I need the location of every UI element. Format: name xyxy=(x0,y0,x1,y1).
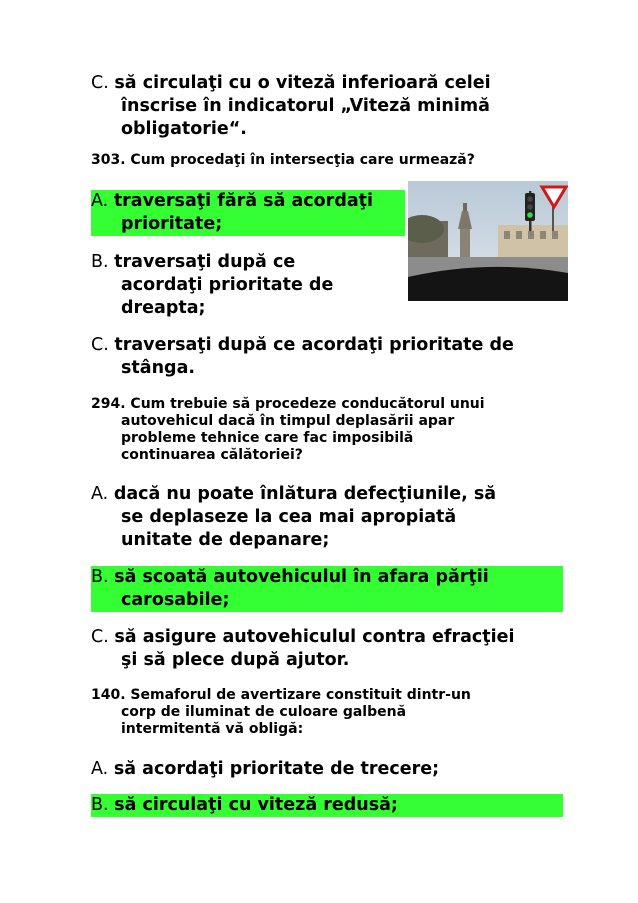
question-text-line: probleme tehnice care fac imposibilă xyxy=(121,430,414,446)
question-140 xyxy=(91,687,471,738)
answer-text-line: să scoată autovehiculul în afara părţii xyxy=(114,567,489,587)
answer-letter: B. xyxy=(91,252,109,272)
answer-c-prev xyxy=(91,72,571,141)
answer-text-line: dacă nu poate înlătura defecţiunile, să xyxy=(113,484,497,504)
answer-text-line: obligatorie“. xyxy=(121,119,247,139)
answer-text-line: şi să plece după ajutor. xyxy=(121,650,350,670)
answer-text-line: stânga. xyxy=(121,358,196,378)
question-294 xyxy=(91,396,485,464)
question-text-line: continuarea călătoriei? xyxy=(121,447,303,463)
answer-text-line: să circulaţi cu viteză redusă; xyxy=(114,795,398,815)
answer-text-line: să circulaţi cu o viteză inferioară celei xyxy=(114,73,491,93)
answer-text-line: se deplaseze la cea mai apropiată xyxy=(121,507,457,527)
answer-letter: C. xyxy=(91,73,109,93)
answer-letter: A. xyxy=(91,484,109,504)
question-text-line: Cum procedaţi în intersecţia care urmează? xyxy=(130,152,475,168)
question-text-line: Cum trebuie să procedeze conducătorul unui xyxy=(130,396,485,412)
question-number: 140. xyxy=(91,687,126,703)
question-text-line: Semaforul de avertizare constituit dintr-un xyxy=(130,687,471,703)
answer-letter: C. xyxy=(91,627,109,647)
intersection-photo xyxy=(408,181,568,301)
answer-text-line: prioritate; xyxy=(121,214,223,234)
answer-c-294 xyxy=(91,626,571,672)
question-number: 294. xyxy=(91,396,126,412)
answer-a-294 xyxy=(91,483,571,552)
answer-letter: A. xyxy=(91,759,109,779)
answer-text-line: dreapta; xyxy=(121,298,206,318)
question-number: 303. xyxy=(91,152,126,168)
answer-text-line: traversaţi după ce acordaţi prioritate de xyxy=(114,335,514,355)
answer-text-line: înscrise în indicatorul „Viteză minimă xyxy=(121,96,490,116)
answer-text-line: să acordaţi prioritate de trecere; xyxy=(113,759,440,779)
answer-text-line: să asigure autovehiculul contra efracţiei xyxy=(114,627,515,647)
answer-text-line: unitate de depanare; xyxy=(121,530,330,550)
answer-text-line: traversaţi după ce xyxy=(114,252,296,272)
question-text-line: autovehicul dacă în timpul deplasării apar xyxy=(121,413,455,429)
answer-a-303 xyxy=(91,190,405,236)
answer-text-line: acordaţi prioritate de xyxy=(121,275,334,295)
answer-b-140 xyxy=(91,794,563,817)
answer-text-line: carosabile; xyxy=(121,590,230,610)
answer-c-303 xyxy=(91,334,571,380)
answer-letter: B. xyxy=(91,567,109,587)
question-text-line: intermitentă vă obligă: xyxy=(121,721,304,737)
question-text-line: corp de iluminat de culoare galbenă xyxy=(121,704,407,720)
answer-b-303 xyxy=(91,251,391,320)
answer-b-294 xyxy=(91,566,563,612)
answer-letter: A. xyxy=(91,191,109,211)
answer-text-line: traversaţi fără să acordaţi xyxy=(113,191,374,211)
answer-a-140 xyxy=(91,758,571,781)
question-303 xyxy=(91,152,475,169)
answer-letter: C. xyxy=(91,335,109,355)
answer-letter: B. xyxy=(91,795,109,815)
